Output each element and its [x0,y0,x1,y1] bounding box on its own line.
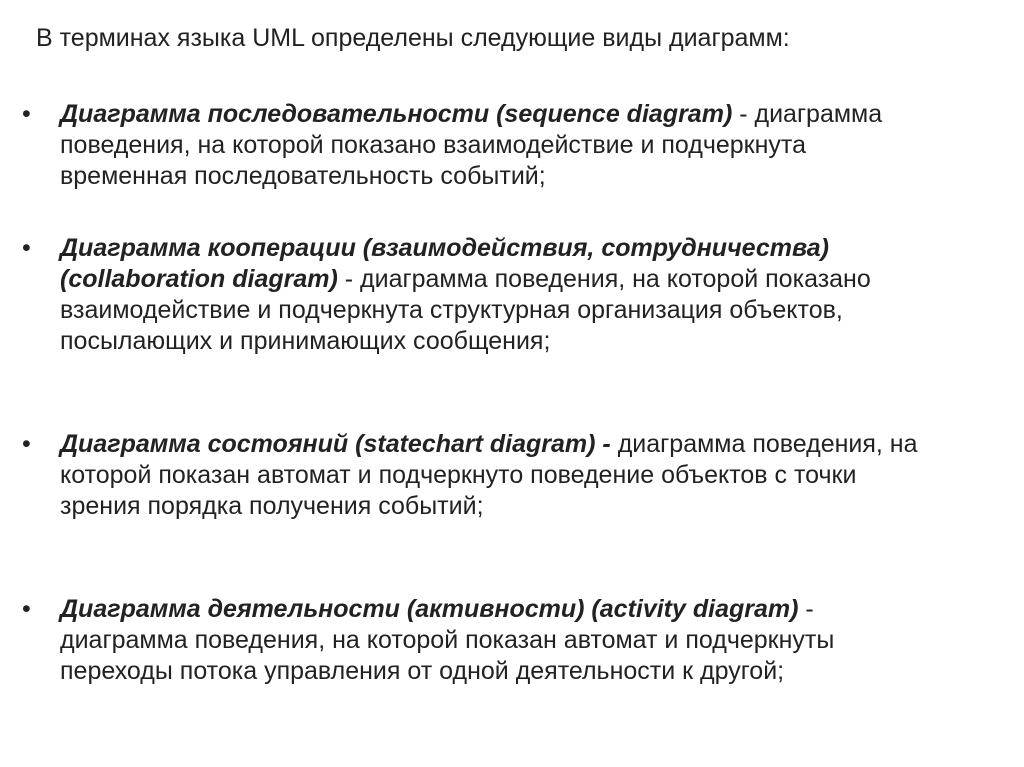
list-item-activity-diagram [22,594,940,687]
definition-statechart-diagram: диаграмма поведения, на которой показан автомат и подчеркнуто поведение объектов с точки зрения порядка получения событий; [60,430,918,520]
bullet-icon: • [22,234,31,262]
definition-sequence-diagram: - диаграмма поведения, на которой показано взаимодействие и подчеркнута временная последовательность событий; [60,100,883,190]
term-statechart-diagram: Диаграмма состояний (statechart diagram) - [60,430,611,458]
term-sequence-diagram: Диаграмма последовательности (sequence diagram) [60,100,733,128]
term-activity-diagram: Диаграмма деятельности (активности) (activity diagram) [60,595,799,623]
definition-collaboration-diagram: - диаграмма поведения, на которой показано взаимодействие и подчеркнута структурная организация объектов, посылающих и принимающих сообщения; [60,265,871,355]
term-collaboration-diagram: Диаграмма кооперации (взаимодействия, сотрудничества) (collaboration diagram) [60,234,829,293]
bullet-icon: • [22,430,31,458]
list-item-sequence-diagram [22,99,940,192]
bullet-icon: • [22,100,31,128]
bullet-icon: • [22,595,31,623]
intro-text: В терминах языка UML определены следующие виды диаграмм: [36,24,790,52]
list-item-collaboration-diagram [22,233,940,357]
definition-activity-diagram: - диаграмма поведения, на которой показан автомат и подчеркнуты переходы потока управления от одной деятельности к другой; [60,595,835,685]
list-item-statechart-diagram [22,429,940,522]
